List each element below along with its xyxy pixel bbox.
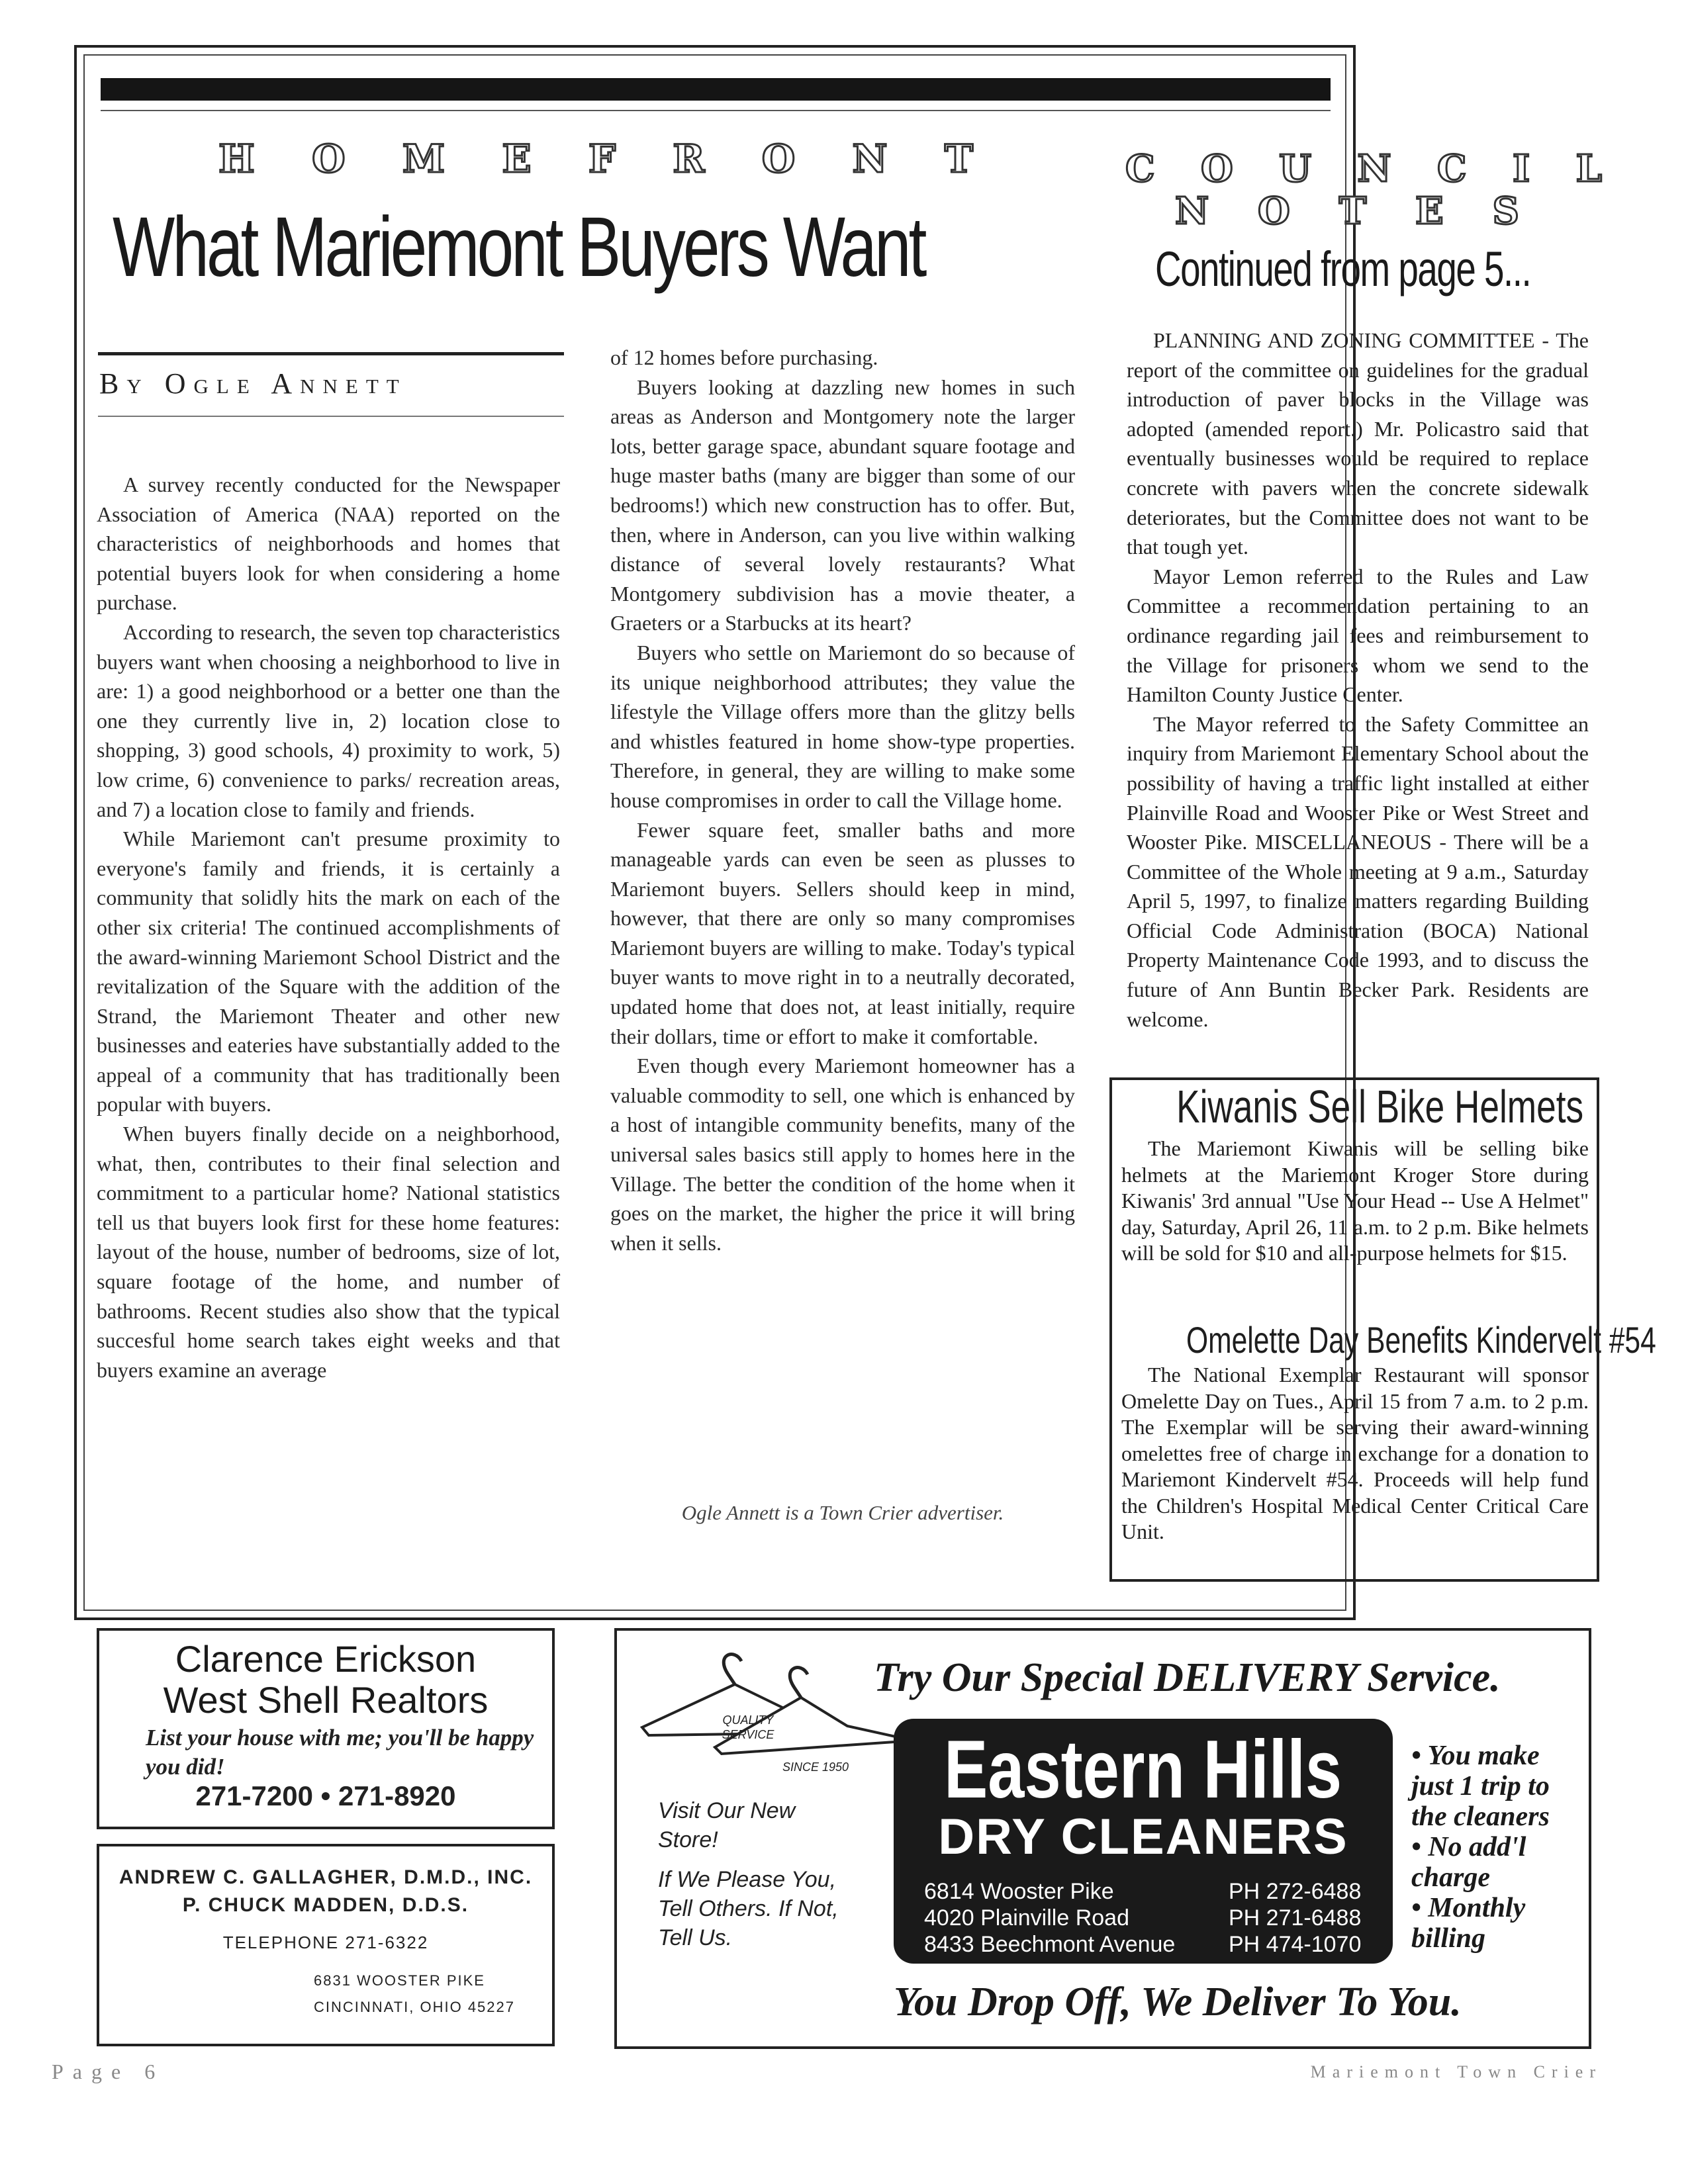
council-notes-column (1127, 326, 1589, 1034)
ad-gallagher-street: 6831 WOOSTER PIKE (314, 1972, 485, 1989)
paragraph: The Mayor referred to the Safety Committee an inquiry from Mariemont Elementary School about the possibility of having a traffic light installed at either Plainville Road and Wooster Pike or West Street and Wooster Pike. MISCELLANEOUS - There will be a Committee of the Whole meeting at 9 a.m., Saturday April 5, 1997, to finalize matters regarding Building Official Code Administration (BOCA) National Property Maintenance Code 1993, and to discuss the future of Ann Buntin Becker Park. Residents are welcome. (1127, 711, 1589, 1031)
paragraph: Buyers looking at dazzling new homes in such areas as Anderson and Montgomery note the larger lots, better garage space, abundant square footage and huge master baths (many are bigger than some of our bedrooms!) which new construction has to offer. But, then, where in Anderson, can you live within walking distance of several lovely restaurants? What Montgomery subdivision has a movie theater, a Graeters or a Starbucks at its heart? (610, 375, 1075, 635)
article-headline: What Mariemont Buyers Want (113, 200, 925, 295)
bullet-item: • No add'l charge (1411, 1832, 1526, 1893)
paragraph: Mayor Lemon referred to the Rules and Law Committee a recommendation pertaining to an ordinance regarding jail fees and reimbursement to the Village for prisoners whom we send to the Hamilton County Justice Center. (1127, 564, 1589, 707)
kiwanis-body: The Mariemont Kiwanis will be selling bike helmets at the Mariemont Kroger Store during Kiwanis' 3rd annual "Use Your Head -- Use A Helmet" day, Saturday, April 26, 11 a.m. to 2 p.m. Bike helmets will be sold for $10 and all-purpose helmets for $15. (1121, 1136, 1589, 1265)
paragraph: According to research, the seven top characteristics buyers want when choosing a neighborhood to live in are: 1) a good neighborhood or a better one than the one they currently live in, 2) location close to shopping, 3) good schools, 4) proximity to work, 5) low crime, 6) convenience to parks/ recreation areas, and 7) a location close to family and friends. (97, 619, 560, 821)
paragraph: Buyers who settle on Mariemont do so because of its unique neighborhood attributes; they value the lifestyle the Village offers more than the glitzy bells and whistles featured in home show-type properties. Therefore, in general, they are willing to make some house compromises in order to call the Village home. (610, 640, 1075, 812)
ad-cleaners-please: If We Please You, Tell Others. If Not, Tell Us. (658, 1867, 839, 1950)
ad-cleaners-footer: You Drop Off, We Deliver To You. (894, 1979, 1462, 2025)
paragraph: PLANNING AND ZONING COMMITTEE - The report of the committee on guidelines for the gradual introduction of paver blocks in the Village was adopted (amended report.) Mr. Policastro said that eventually businesses would be required to replace concrete with pavers when the concrete sidewalk deteriorates, but the Committee does not want to be that tough yet. (1127, 328, 1589, 559)
publication-name: Mariemont Town Crier (1310, 2062, 1602, 2081)
paragraph: Fewer square feet, smaller baths and more manageable yards can even be seen as plusses to Mariemont buyers. Sellers should keep in mind, however, that there are only so many compromises Mariemont buyers are willing to make. Today's typical buyer wants to move right in to a neutrally decorated, updated home that does not, at least initially, require their dollars, time or effort to make it comfortable. (610, 817, 1075, 1048)
byline-rule-bottom (98, 416, 564, 417)
continued-heading: Continued from page 5... (1155, 242, 1531, 296)
article-column-1 (97, 470, 560, 1385)
bullet-item: • You make just 1 trip to the cleaners (1411, 1741, 1550, 1832)
dry-cleaners-phones: PH 272-6488 PH 271-6488 PH 474-1070 (1229, 1879, 1362, 1957)
paragraph: While Mariemont can't presume proximity to everyone's family and friends, it is certainly a community that solidly hits the mark on each of the other six criteria! The continued accomplishments of the award-winning Mariemont School District and the revitalization of the Square with the addition of the Strand, the Mariemont Theater and other new businesses and eateries have substantially added to the appeal of a community that has traditionally been popular with buyers. (97, 827, 560, 1116)
omelette-body: The National Exemplar Restaurant will sponsor Omelette Day on Tues., April 15 from 7 a.m. to 2 p.m. The Exemplar will be serving their award-winning omelettes free of charge in exchange for a donation to Mariemont Kindervelt #54. Proceeds will help fund the Children's Hospital Medical Center Critical Care Unit. (1121, 1363, 1589, 1543)
paragraph: A survey recently conducted for the Newspaper Association of America (NAA) reported on the characteristics of neighborhoods and homes that potential buyers look for when considering a home purchase. (97, 473, 560, 615)
ad-cleaners-visit: Visit Our New Store! (658, 1798, 796, 1852)
section-label-homefront: H O M E F R O N T (218, 136, 973, 181)
paragraph: When buyers finally decide on a neighborhood, what, then, contributes to their final selection and commitment to a particular home? National statistics tell us that buyers look first for these home features: layout of the house, number of bedrooms, size of lot, square footage of the home, and number of bathrooms. Recent studies also show that the typical succesful home search takes eight weeks and that buyers examine an average (97, 1122, 560, 1382)
ad-cleaners-headline: Try Our Special DELIVERY Service. (874, 1655, 1501, 1700)
ad-gallagher-telephone: TELEPHONE 271-6322 (222, 1933, 429, 1952)
top-black-bar (101, 78, 1331, 101)
dry-cleaners-addresses: 6814 Wooster Pike 4020 Plainville Road 8433 Beechmont Avenue (924, 1879, 1176, 1957)
ad-gallagher-city: CINCINNATI, OHIO 45227 (314, 1999, 515, 2015)
ad-cleaners-bullets (1411, 1741, 1583, 1954)
ad-erickson-name: Clarence Erickson West Shell Realtors (163, 1638, 489, 1721)
hanger-since-label: SINCE 1950 (782, 1760, 849, 1774)
bullet-item: • Monthly billing (1411, 1893, 1526, 1954)
dry-cleaners-sub: DRY CLEANERS (938, 1809, 1348, 1865)
ad-erickson-phones: 271-7200 • 271-8920 (195, 1780, 456, 1811)
omelette-title: Omelette Day Benefits Kindervelt #54 (1186, 1319, 1656, 1361)
top-rule (101, 110, 1331, 111)
article-column-2 (610, 343, 1075, 1257)
ad-erickson-tagline: List your house with me; you'll be happy you did! (146, 1725, 534, 1780)
hanger-quality-label: QUALITY SERVICE (722, 1713, 774, 1741)
paragraph: of 12 homes before purchasing. (610, 345, 878, 369)
kiwanis-title: Kiwanis Sell Bike Helmets (1176, 1081, 1584, 1132)
section-label-notes: N O T E S (1175, 189, 1519, 233)
page-number: Page 6 (52, 2060, 165, 2083)
article-credit: Ogle Annett is a Town Crier advertiser. (681, 1501, 1004, 1524)
dry-cleaners-name: Eastern Hills (944, 1724, 1342, 1815)
paragraph: Even though every Mariemont homeowner has a valuable commodity to sell, one which is enhanced by a host of intangible community benefits, many of the universal sales basics still apply to homes here in the Village. The better the condition of the home when it goes on the market, the higher the price it will bring when it sells. (610, 1054, 1075, 1255)
ad-gallagher-line1: ANDREW C. GALLAGHER, D.M.D., INC. (118, 1866, 533, 1888)
byline-rule-top (98, 352, 564, 355)
byline: By Ogle Annett (99, 367, 407, 400)
ad-gallagher-line2: P. CHUCK MADDEN, D.D.S. (182, 1894, 469, 1916)
section-label-council: C O U N C I L (1125, 147, 1602, 191)
